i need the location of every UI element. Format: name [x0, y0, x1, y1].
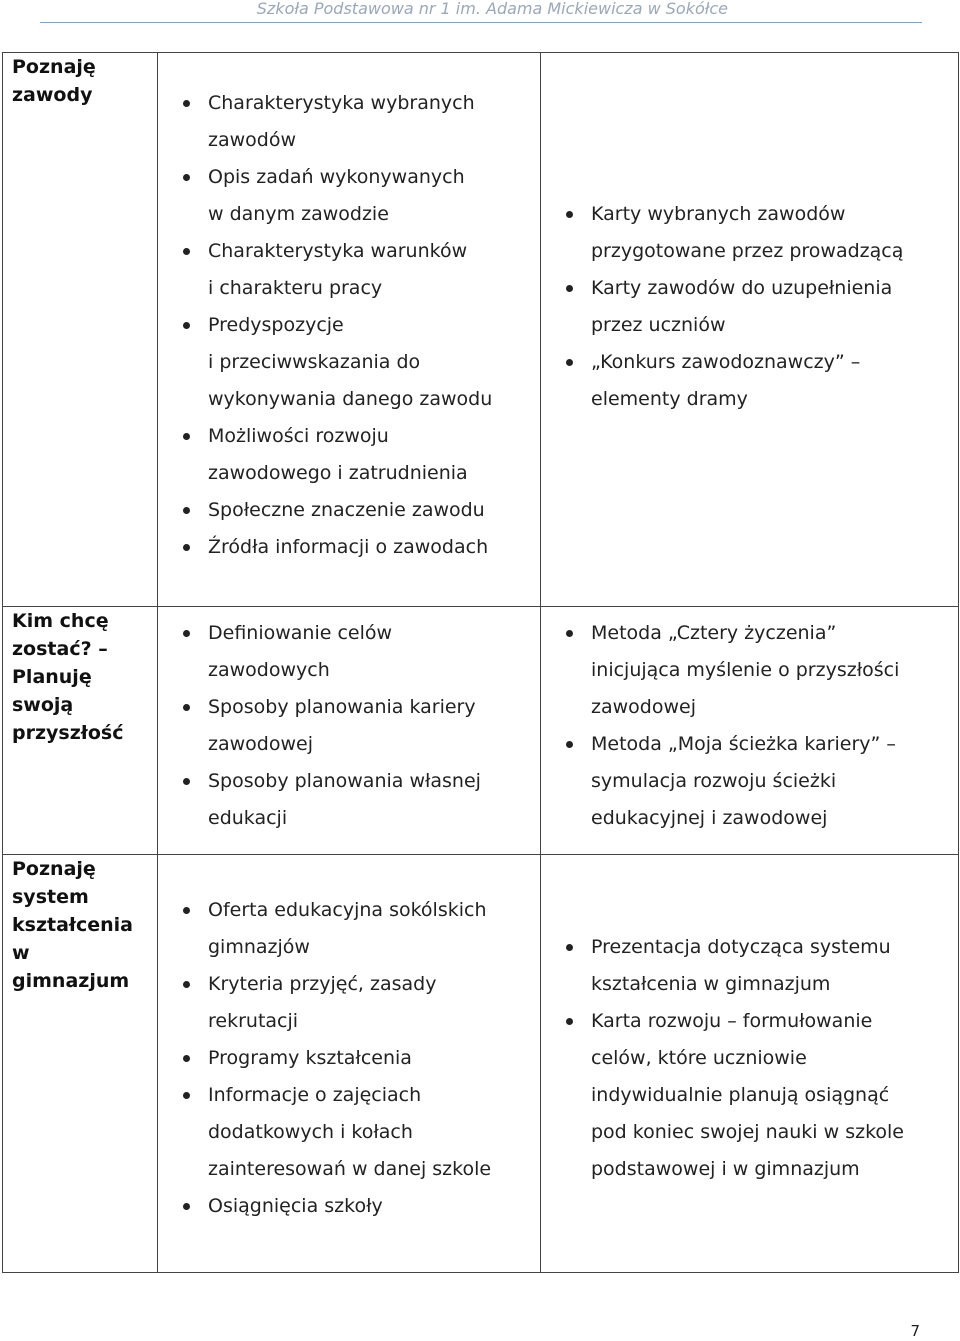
table-row: [3, 607, 959, 855]
row-title: [3, 855, 157, 995]
row-title-cell: [3, 607, 158, 855]
methods-list: [541, 607, 958, 837]
row-title-line: Kim chcę: [12, 610, 109, 632]
list-item-line: gimnazjów: [208, 936, 310, 958]
list-item: [541, 726, 958, 837]
list-item: [158, 307, 540, 418]
list-item-line: indywidualnie planują osiągnąć: [591, 1084, 890, 1106]
list-item-line: Społeczne znaczenie zawodu: [208, 499, 485, 521]
list-item-line: dodatkowych i kołach: [208, 1121, 413, 1143]
list-item: [158, 689, 540, 763]
list-item-line: Źródła informacji o zawodach: [208, 536, 489, 558]
row-title-line: zostać? – Planuję: [12, 638, 108, 688]
methods-cell: [541, 53, 959, 607]
list-item: [158, 1077, 540, 1188]
list-item-line: Karty wybranych zawodów: [591, 203, 846, 225]
row-title: [3, 53, 157, 109]
list-item-line: Informacje o zajęciach: [208, 1084, 422, 1106]
topics-list: [158, 855, 540, 1225]
list-item: [158, 492, 540, 529]
list-item-line: inicjująca myślenie o przyszłości: [591, 659, 900, 681]
topics-cell: [158, 53, 541, 607]
list-item-line: celów, które uczniowie: [591, 1047, 807, 1069]
list-item-line: zainteresowań w danej szkole: [208, 1158, 492, 1180]
list-item-line: Karty zawodów do uzupełnienia: [591, 277, 893, 299]
list-item: [158, 615, 540, 689]
list-item-line: Metoda „Moja ścieżka kariery” –: [591, 733, 896, 755]
topics-cell: [158, 855, 541, 1273]
list-item: [541, 196, 958, 270]
row-title-line: zawody: [12, 84, 93, 106]
list-item: [158, 159, 540, 233]
list-item-line: zawodowych: [208, 659, 330, 681]
list-item-line: Programy kształcenia: [208, 1047, 412, 1069]
table-row: [3, 53, 959, 607]
row-title-line: Poznaję: [12, 56, 96, 78]
list-item-line: przygotowane przez prowadzącą: [591, 240, 904, 262]
list-item-line: edukacji: [208, 807, 288, 829]
row-title-line: system: [12, 886, 89, 908]
header-rule: [40, 22, 922, 23]
methods-cell: [541, 855, 959, 1273]
list-item-line: Definiowanie celów: [208, 622, 393, 644]
list-item-line: Kryteria przyjęć, zasady: [208, 973, 437, 995]
list-item: [541, 1003, 958, 1188]
list-item: [158, 763, 540, 837]
list-item-line: Charakterystyka warunków: [208, 240, 468, 262]
list-item: [158, 892, 540, 966]
row-title-line: kształcenia: [12, 914, 133, 936]
list-item-line: pod koniec swojej nauki w szkole: [591, 1121, 904, 1143]
list-item-line: Charakterystyka wybranych: [208, 92, 475, 114]
list-item: [158, 529, 540, 566]
table-row: [3, 855, 959, 1273]
list-item-line: symulacja rozwoju ścieżki: [591, 770, 837, 792]
list-item-line: Osiągnięcia szkoły: [208, 1195, 383, 1217]
list-item-line: Oferta edukacyjna sokólskich: [208, 899, 487, 921]
row-title: [3, 607, 157, 747]
topics-list: [158, 53, 540, 566]
row-title-line: gimnazjum: [12, 970, 130, 992]
list-item: [158, 1188, 540, 1225]
list-item: [541, 615, 958, 726]
methods-cell: [541, 607, 959, 855]
list-item-line: Metoda „Cztery życzenia”: [591, 622, 837, 644]
list-item-line: przez uczniów: [591, 314, 726, 336]
list-item-line: Możliwości rozwoju: [208, 425, 389, 447]
career-plan-table: [2, 52, 959, 1273]
methods-list: [541, 855, 958, 1188]
row-title-line: Poznaję: [12, 858, 96, 880]
row-title-cell: [3, 53, 158, 607]
page-header: [0, 0, 960, 20]
list-item-line: zawodów: [208, 129, 297, 151]
list-item-line: Opis zadań wykonywanych: [208, 166, 465, 188]
list-item: [541, 929, 958, 1003]
list-item: [158, 418, 540, 492]
list-item: [158, 1040, 540, 1077]
list-item-line: zawodowej: [208, 733, 313, 755]
list-item: [158, 85, 540, 159]
list-item: [541, 270, 958, 344]
list-item-line: Predyspozycje: [208, 314, 344, 336]
list-item: [158, 966, 540, 1040]
row-title-cell: [3, 855, 158, 1273]
list-item-line: elementy dramy: [591, 388, 748, 410]
list-item-line: kształcenia w gimnazjum: [591, 973, 831, 995]
list-item-line: wykonywania danego zawodu: [208, 388, 493, 410]
list-item-line: Sposoby planowania kariery: [208, 696, 476, 718]
row-title-line: swoją: [12, 694, 74, 716]
header-school-name: Szkoła Podstawowa nr 1 im. Adama Mickiewicza w Sokółce: [256, 0, 728, 18]
list-item-line: w danym zawodzie: [208, 203, 389, 225]
list-item-line: rekrutacji: [208, 1010, 299, 1032]
list-item-line: „Konkurs zawodoznawczy” –: [591, 351, 861, 373]
list-item-line: zawodowej: [591, 696, 696, 718]
list-item-line: i charakteru pracy: [208, 277, 383, 299]
list-item-line: Karta rozwoju – formułowanie: [591, 1010, 873, 1032]
list-item: [541, 344, 958, 418]
row-title-line: w: [12, 942, 30, 964]
list-item-line: edukacyjnej i zawodowej: [591, 807, 828, 829]
list-item-line: i przeciwwskazania do: [208, 351, 421, 373]
page-number: 7: [910, 1322, 920, 1340]
list-item-line: podstawowej i w gimnazjum: [591, 1158, 860, 1180]
list-item-line: Sposoby planowania własnej: [208, 770, 481, 792]
row-title-line: przyszłość: [12, 722, 124, 744]
topics-cell: [158, 607, 541, 855]
list-item-line: Prezentacja dotycząca systemu: [591, 936, 891, 958]
list-item-line: zawodowego i zatrudnienia: [208, 462, 468, 484]
list-item: [158, 233, 540, 307]
topics-list: [158, 607, 540, 837]
methods-list: [541, 53, 958, 418]
